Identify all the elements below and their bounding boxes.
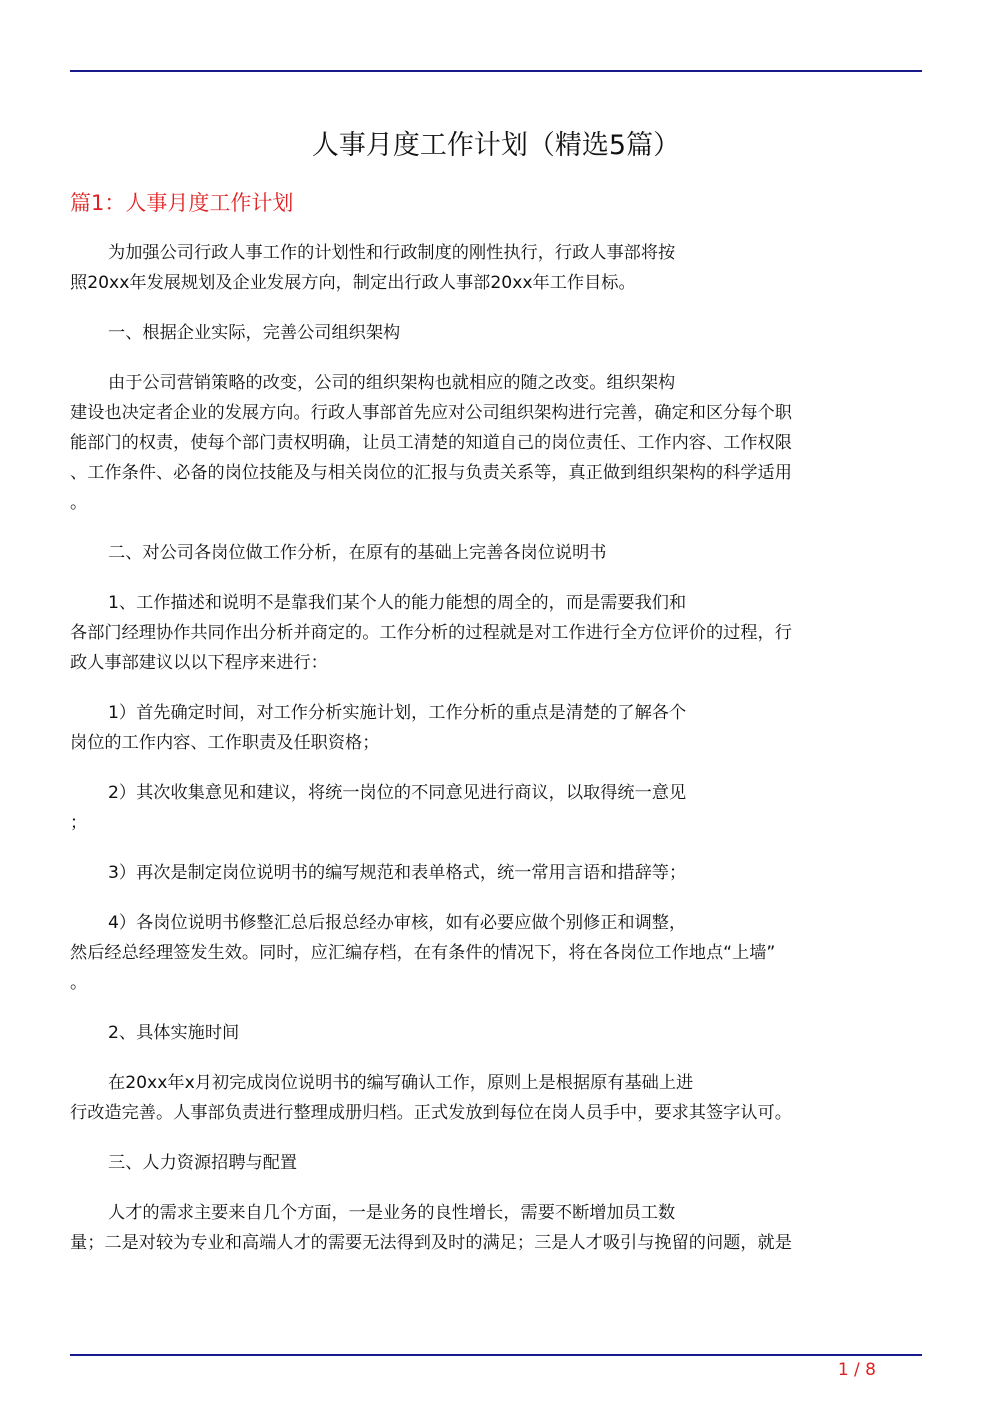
paragraph [70, 318, 922, 348]
paragraph-line: 岗位的工作内容、工作职责及任职资格； [70, 733, 380, 753]
paragraph-line: 然后经总经理签发生效。同时，应汇编存档，在有条件的情况下，将在各岗位工作地点“上墙” [70, 943, 776, 963]
paragraph [70, 1198, 922, 1258]
paragraph-line: 量；二是对较为专业和高端人才的需要无法得到及时的满足；三是人才吸引与挽留的问题，就是 [70, 1233, 792, 1253]
paragraph-line: 3）再次是制定岗位说明书的编写规范和表单格式，统一常用言语和措辞等； [108, 863, 687, 883]
paragraph-line: 2）其次收集意见和建议，将统一岗位的不同意见进行商议，以取得统一意见 [108, 783, 687, 803]
paragraph-line: 1、工作描述和说明不是靠我们某个人的能力能想的周全的，而是需要我们和 [108, 593, 687, 613]
paragraph-line: 在20xx年x月初完成岗位说明书的编写确认工作，原则上是根据原有基础上进 [108, 1073, 694, 1093]
paragraph-line: 各部门经理协作共同作出分析并商定的。工作分析的过程就是对工作进行全方位评价的过程，行 [70, 623, 792, 643]
paragraph-line: 1）首先确定时间，对工作分析实施计划，工作分析的重点是清楚的了解各个 [108, 703, 687, 723]
document-title: 人事月度工作计划（精选5篇） [311, 130, 681, 161]
section-heading: 篇1：人事月度工作计划 [70, 191, 294, 215]
paragraph [70, 1068, 922, 1128]
paragraph [70, 588, 922, 678]
paragraph-line: 由于公司营销策略的改变，公司的组织架构也就相应的随之改变。组织架构 [108, 373, 676, 393]
paragraph [70, 1148, 922, 1178]
paragraph-line: ； [70, 813, 88, 833]
paragraph-line: 能部门的权责，使每个部门责权明确，让员工清楚的知道自己的岗位责任、工作内容、工作权限 [70, 433, 792, 453]
paragraph-line: 一、根据企业实际，完善公司组织架构 [108, 323, 401, 343]
paragraph-line: 人才的需求主要来自几个方面，一是业务的良性增长，需要不断增加员工数 [108, 1203, 676, 1223]
paragraph [70, 538, 922, 568]
paragraph-line: 2、具体实施时间 [108, 1023, 240, 1043]
paragraph-line: 照20xx年发展规划及企业发展方向，制定出行政人事部20xx年工作目标。 [70, 273, 636, 293]
paragraph [70, 908, 922, 998]
header-rule [70, 70, 922, 72]
paragraph-line: 。 [70, 493, 88, 513]
page-number: 1 / 8 [837, 1360, 876, 1380]
document-body [70, 238, 922, 1278]
paragraph-line: 二、对公司各岗位做工作分析，在原有的基础上完善各岗位说明书 [108, 543, 607, 563]
paragraph [70, 698, 922, 758]
paragraph [70, 238, 922, 298]
paragraph-line: 4）各岗位说明书修整汇总后报总经办审核，如有必要应做个别修正和调整， [108, 913, 687, 933]
paragraph-line: 三、人力资源招聘与配置 [108, 1153, 298, 1173]
paragraph-line: 、工作条件、必备的岗位技能及与相关岗位的汇报与负责关系等，真正做到组织架构的科学适用 [70, 463, 792, 483]
paragraph [70, 368, 922, 518]
paragraph [70, 1018, 922, 1048]
paragraph-line: 建设也决定者企业的发展方向。行政人事部首先应对公司组织架构进行完善，确定和区分每个职 [70, 403, 792, 423]
paragraph [70, 858, 922, 888]
paragraph-line: 行改造完善。人事部负责进行整理成册归档。正式发放到每位在岗人员手中，要求其签字认可。 [70, 1103, 792, 1123]
footer-rule [70, 1354, 922, 1356]
paragraph-line: 政人事部建议以以下程序来进行： [70, 653, 328, 673]
paragraph [70, 778, 922, 838]
paragraph-line: 为加强公司行政人事工作的计划性和行政制度的刚性执行，行政人事部将按 [108, 243, 676, 263]
paragraph-line: 。 [70, 973, 88, 993]
